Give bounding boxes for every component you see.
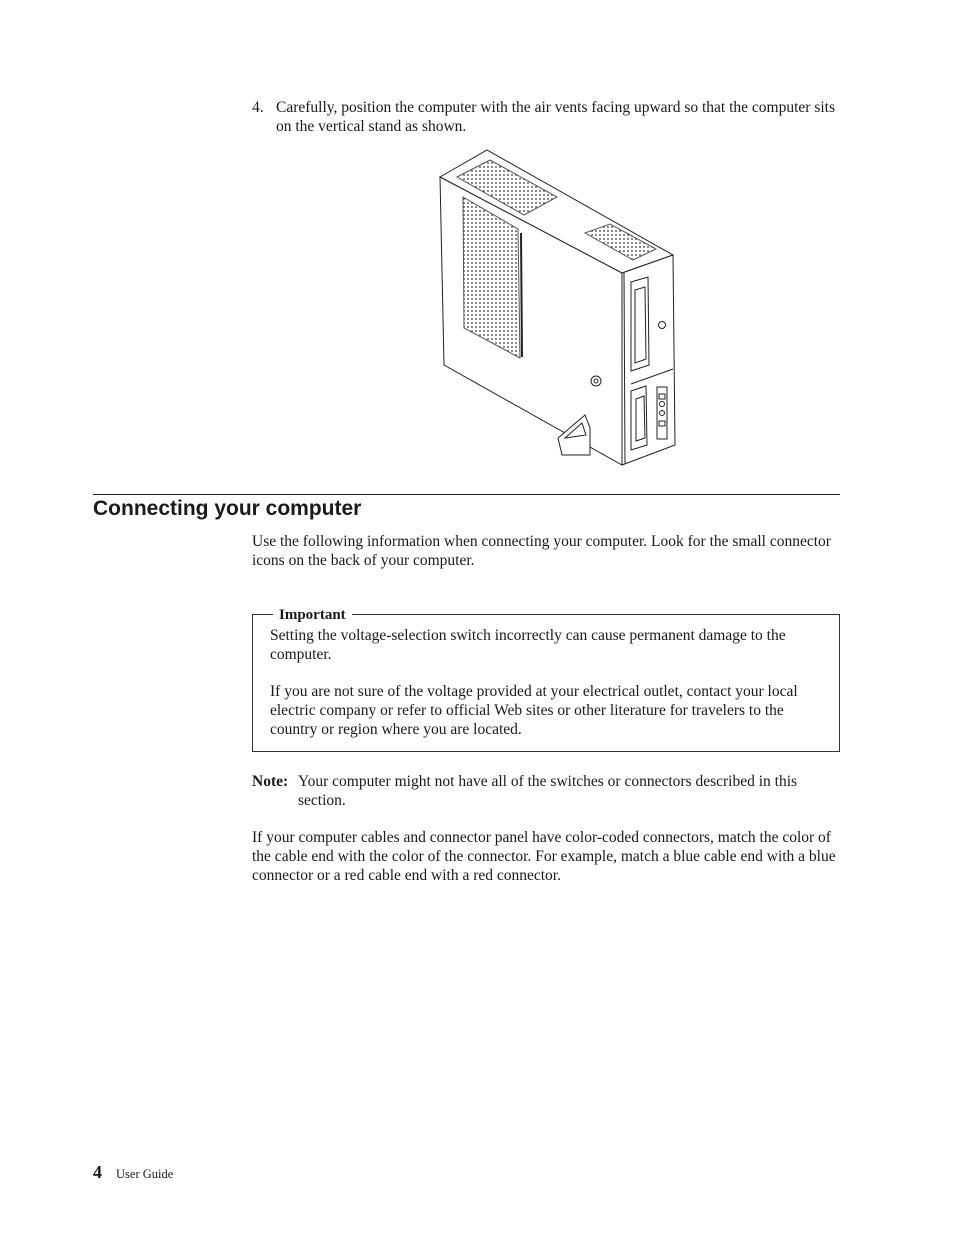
section-divider (93, 494, 840, 495)
step-text: Carefully, position the computer with the air vents facing upward so that the computer sits on the vertical stand as shown. (276, 99, 836, 135)
step-4 (252, 98, 840, 136)
computer-on-stand-illustration (430, 145, 680, 470)
color-coded-paragraph: If your computer cables and connector panel have color-coded connectors, match the color of the cable end with the color of the connector. For example, match a blue cable end with a blue connector or a red cable end with a red connector. (252, 829, 836, 884)
guide-title: User Guide (116, 1167, 174, 1181)
page-footer (93, 1162, 173, 1183)
note-text: Your computer might not have all of the switches or connectors described in this section. (298, 773, 798, 809)
page-number: 4 (93, 1162, 102, 1182)
important-label: Important (273, 607, 352, 623)
step-number: 4. (252, 99, 264, 116)
important-paragraph-2: If you are not sure of the voltage provided at your electrical outlet, contact your local electric company or refer to official Web sites or other literature for travelers to the country or region where you are located. (270, 683, 798, 738)
note-label: Note: (252, 773, 289, 790)
important-paragraph-1: Setting the voltage-selection switch incorrectly can cause permanent damage to the computer. (270, 627, 786, 663)
note (252, 772, 840, 810)
intro-paragraph: Use the following information when connecting your computer. Look for the small connector icons on the back of your computer. (252, 533, 831, 569)
section-heading: Connecting your computer (93, 497, 362, 520)
important-notice-box (252, 607, 840, 752)
